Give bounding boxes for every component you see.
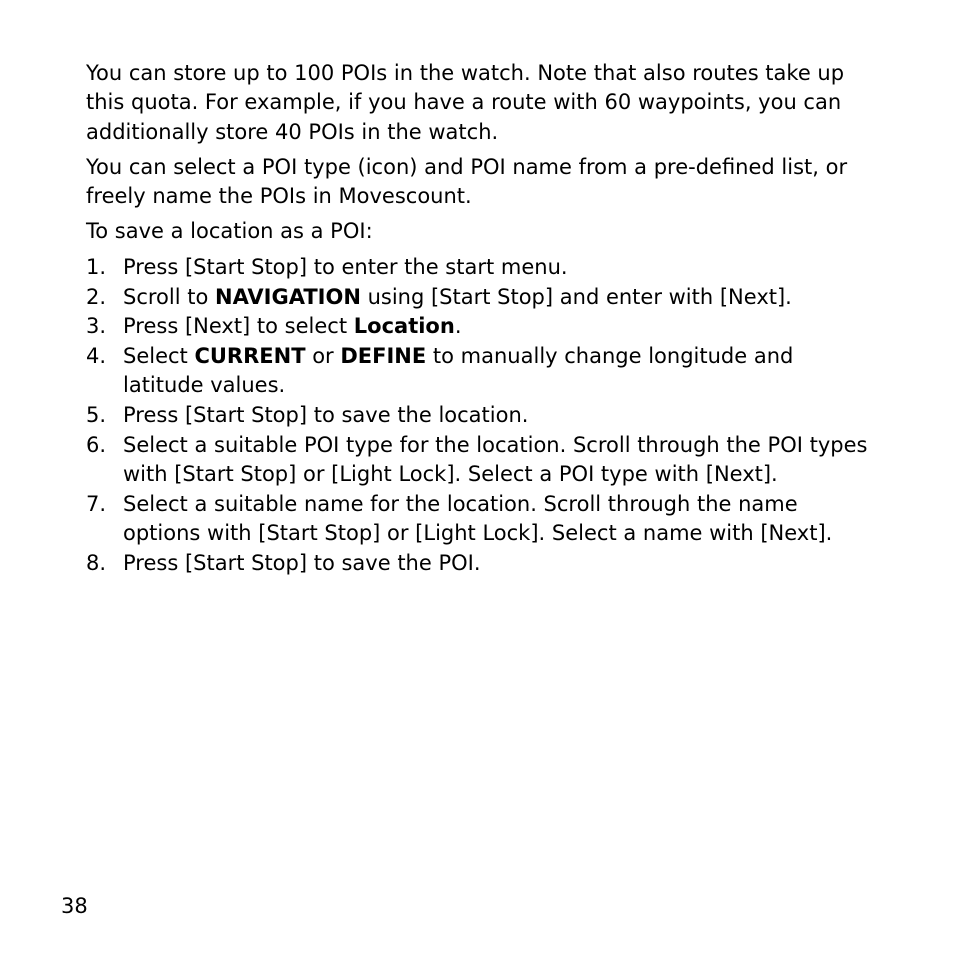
page-content xyxy=(86,59,876,579)
step-text-segment: Select xyxy=(123,344,195,369)
step-item xyxy=(86,549,876,578)
step-keyword: NAVIGATION xyxy=(215,284,361,309)
step-keyword: CURRENT xyxy=(194,344,306,369)
step-item xyxy=(86,312,876,341)
step-text-segment: Press [Next] to select xyxy=(123,314,354,339)
step-text xyxy=(123,283,876,312)
step-text xyxy=(123,431,876,490)
step-number: 2. xyxy=(86,284,107,309)
step-text xyxy=(123,549,876,578)
step-item xyxy=(86,283,876,312)
step-number: 5. xyxy=(86,403,107,428)
step-item xyxy=(86,401,876,430)
step-text-segment: Press [Start Stop] to enter the start menu. xyxy=(123,254,568,279)
step-text xyxy=(123,401,876,430)
page-number: 38 xyxy=(61,894,88,918)
step-keyword: Location xyxy=(353,314,455,339)
step-keyword: DEFINE xyxy=(340,344,427,369)
step-number: 3. xyxy=(86,314,107,339)
steps-list xyxy=(86,253,876,579)
step-number: 8. xyxy=(86,551,107,576)
intro-paragraph-storage: You can store up to 100 POIs in the watch. Note that also routes take up this quota. For example, if you have a route with 60 waypoints, you can additionally store 40 POIs in the watch. xyxy=(86,61,845,144)
step-item xyxy=(86,431,876,490)
intro-paragraph-poi-type: You can select a POI type (icon) and POI name from a pre-defined list, or freely name the POIs in Movescount. xyxy=(86,154,848,209)
step-text-segment: Scroll to xyxy=(123,284,215,309)
step-text xyxy=(123,490,876,549)
step-text-segment: using [Start Stop] and enter with [Next]. xyxy=(360,284,792,309)
step-text xyxy=(123,253,876,282)
step-text-segment: Press [Start Stop] to save the location. xyxy=(123,403,529,428)
step-text xyxy=(123,342,876,401)
step-number: 1. xyxy=(86,254,107,279)
step-text-segment: . xyxy=(454,314,462,339)
step-number: 4. xyxy=(86,344,107,369)
step-text-segment: Press [Start Stop] to save the POI. xyxy=(123,551,481,576)
instructions-lead-in: To save a location as a POI: xyxy=(86,219,373,244)
step-text-segment: or xyxy=(305,344,341,369)
step-text-segment: Select a suitable name for the location. Scroll through the name options with [Start Stop] or [Light Lock]. Select a name with [Next]. xyxy=(123,492,833,546)
step-text-segment: Select a suitable POI type for the location. Scroll through the POI types with [Start Stop] or [Light Lock]. Select a POI type with [Next]. xyxy=(123,433,868,487)
step-item xyxy=(86,342,876,401)
step-text xyxy=(123,312,876,341)
step-item xyxy=(86,490,876,549)
step-number: 6. xyxy=(86,433,107,458)
step-number: 7. xyxy=(86,492,107,517)
step-text-segment: to manually change longitude and latitude values. xyxy=(123,344,794,398)
step-item xyxy=(86,253,876,282)
